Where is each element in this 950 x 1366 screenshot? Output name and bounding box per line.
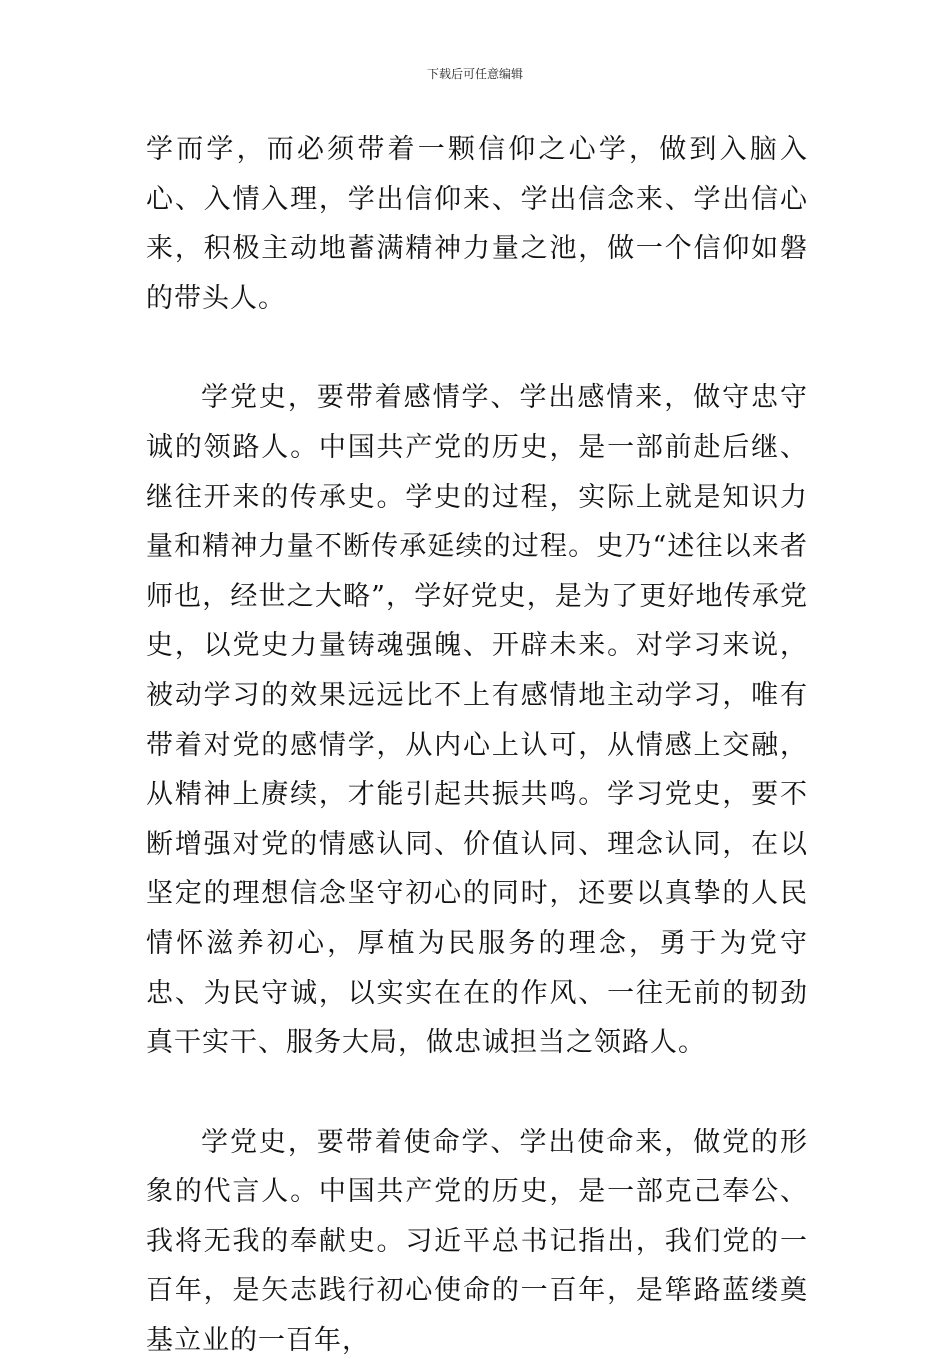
paragraph-continuation: 学而学，而必须带着一颗信仰之心学，做到入脑入心、入情入理，学出信仰来、学出信念来、学出信心来，积极主动地蓄满精神力量之池，做一个信仰如磐的带头人。 (146, 134, 808, 314)
document-body (146, 125, 808, 1366)
paragraph-feeling: 学党史，要带着感情学、学出感情来，做守忠守诚的领路人。中国共产党的历史，是一部前赴后继、继往开来的传承史。学史的过程，实际上就是知识力量和精神力量不断传承延续的过程。史乃“述往以来者师也，经世之大略”，学好党史，是为了更好地传承党史，以党史力量铸魂强魄、开辟未来。对学习来说，被动学习的效果远远比不上有感情地主动学习，唯有带着对党的感情学，从内心上认可，从情感上交融，从精神上赓续，才能引起共振共鸣。学习党史，要不断增强对党的情感认同、价值认同、理念认同，在以坚定的理想信念坚守初心的同时，还要以真挚的人民情怀滋养初心，厚植为民服务的理念，勇于为党守忠、为民守诚，以实实在在的作风、一往无前的韧劲真干实干、服务大局，做忠诚担当之领路人。 (146, 382, 808, 1059)
page-header-note: 下载后可任意编辑 (426, 67, 523, 81)
paragraph-gap (146, 323, 808, 373)
paragraph-mission: 学党史，要带着使命学、学出使命来，做党的形象的代言人。中国共产党的历史，是一部克己奉公、我将无我的奉献史。习近平总书记指出，我们党的一百年，是矢志践行初心使命的一百年，是筚路蓝缕奠基立业的一百年， (146, 1126, 808, 1357)
paragraph-gap (146, 1068, 808, 1118)
